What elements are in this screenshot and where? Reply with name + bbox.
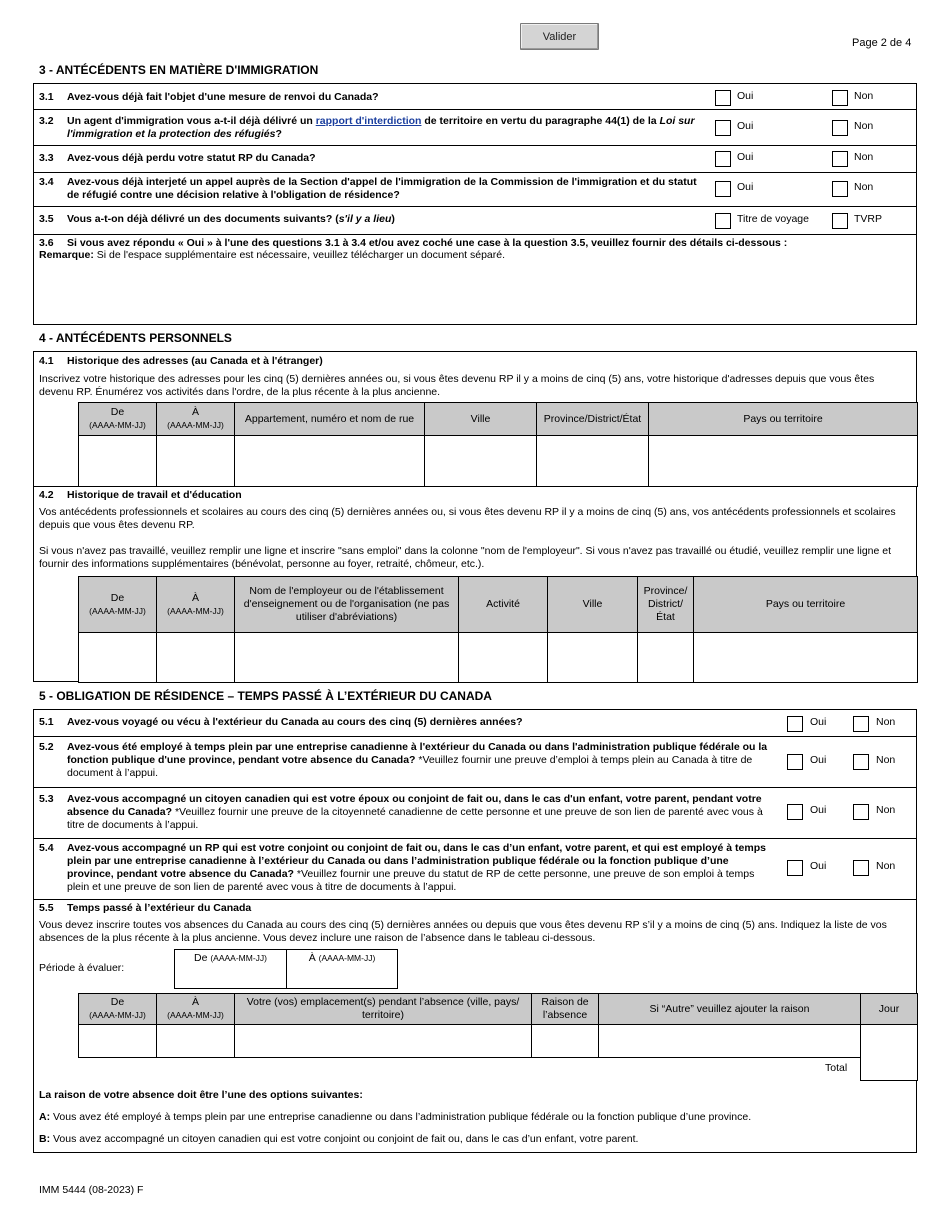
yes-label: Oui	[737, 90, 754, 102]
question-text: Un agent d'immigration vous a-t-il déjà délivré un rapport d'interdiction de territoire en vertu du paragraphe 44(1) de la Loi sur l'immigration et la protection des réfugiés?	[67, 115, 695, 140]
col-to: À (AAAA-MM-JJ)	[157, 994, 235, 1025]
question-text: Avez-vous accompagné un RP qui est votre conjoint ou conjoint de fait ou, dans le cas d’un enfant, votre parent, et qui est employé à temps plein par une entreprise canadienne à l’extérieur du Canada ou dans l’administration publique fédérale ou la fonction publique d’une province, pendant votre absence du Canada? *Veuillez fournir une preuve du statut de RP de cette personne, une preuve de son emploi à temps plein et une preuve de son lien de parenté avec vous à titre de documents à l’appui.	[67, 842, 766, 893]
table-row	[79, 436, 918, 487]
from-date-input[interactable]	[79, 1034, 156, 1048]
travel-document-checkbox[interactable]	[715, 213, 731, 229]
no-checkbox-5-2[interactable]	[853, 754, 869, 770]
form-id: IMM 5444 (08-2023) F	[39, 1184, 144, 1196]
col-other-reason: Si “Autre” veuillez ajouter la raison	[599, 994, 861, 1025]
table-row	[79, 1025, 918, 1058]
no-checkbox-5-3[interactable]	[853, 804, 869, 820]
reasons-title: La raison de votre absence doit être l’une des options suivantes:	[39, 1089, 363, 1101]
col-to: À (AAAA-MM-JJ)	[157, 577, 235, 633]
question-3-1	[33, 83, 917, 110]
col-province: Province/District/État	[537, 403, 649, 436]
col-from: De (AAAA-MM-JJ)	[79, 403, 157, 436]
period-label: Période à évaluer:	[39, 962, 125, 974]
reason-b: B: Vous avez accompagné un citoyen canadien qui est votre conjoint ou conjoint de fait ou, dans le cas d’un enfant, votre parent.	[39, 1133, 639, 1145]
col-city: Ville	[425, 403, 537, 436]
work-history-table	[78, 576, 918, 683]
location-input[interactable]	[235, 1034, 531, 1048]
yes-label: Oui	[810, 716, 827, 728]
interdiction-report-link[interactable]: rapport d'interdiction	[315, 115, 422, 127]
time-outside-desc: Vous devez inscrire toutes vos absences du Canada au cours des cinq (5) dernières années ou depuis que vous êtes devenu RP s’il y a moins de cinq (5) ans. Indiquez la liste de vos absences de la plus récente à la plus ancienne. Vous devez inclure une raison de l’absence dans le tableau ci-dessous.	[39, 919, 887, 944]
period-to-label: À (AAAA-MM-JJ)	[308, 952, 376, 964]
section-4-box	[33, 351, 917, 682]
province-input[interactable]	[537, 454, 648, 468]
col-country: Pays ou territoire	[694, 577, 918, 633]
col-reason: Raison de l’absence	[532, 994, 599, 1025]
absence-table	[78, 993, 918, 1058]
question-3-4	[33, 173, 917, 207]
yes-label: Oui	[737, 181, 754, 193]
tvrp-checkbox[interactable]	[832, 213, 848, 229]
country-input[interactable]	[694, 651, 917, 665]
activity-input[interactable]	[459, 651, 547, 665]
col-country: Pays ou territoire	[649, 403, 918, 436]
col-from: De (AAAA-MM-JJ)	[79, 577, 157, 633]
yes-checkbox-5-4[interactable]	[787, 860, 803, 876]
no-label: Non	[854, 120, 874, 132]
country-input[interactable]	[649, 454, 917, 468]
tvrp-label: TVRP	[854, 213, 883, 225]
from-date-input[interactable]	[79, 651, 156, 665]
to-date-input[interactable]	[157, 651, 234, 665]
province-input[interactable]	[638, 651, 693, 665]
time-outside-title: Temps passé à l’extérieur du Canada	[67, 902, 252, 914]
question-number: 4.2	[39, 489, 54, 501]
other-reason-input[interactable]	[599, 1034, 860, 1048]
work-history-desc-2: Si vous n'avez pas travaillé, veuillez remplir une ligne et inscrire "sans emploi" dans la colonne "nom de l'employeur". Si vous n'avez pas travaillé ou étudié, veuillez remplir une ligne et fournir des informations supplémentaires (bénévolat, personne au foyer, retraité, chômeur, etc.).	[39, 545, 892, 570]
question-number: 5.4	[39, 842, 54, 854]
address-history-table	[78, 402, 918, 487]
no-checkbox-5-1[interactable]	[853, 716, 869, 732]
address-row-gutter	[34, 402, 79, 487]
question-text: Vous a-t-on déjà délivré un des documents suivants? (s'il y a lieu)	[67, 213, 395, 225]
no-checkbox-3-1[interactable]	[832, 90, 848, 106]
question-3-6	[33, 235, 917, 325]
question-number: 3.2	[39, 115, 54, 127]
address-history-title: Historique des adresses (au Canada et à l'étranger)	[67, 355, 323, 367]
city-input[interactable]	[425, 454, 536, 468]
days-input[interactable]	[861, 1034, 917, 1048]
question-number: 3.3	[39, 152, 54, 164]
question-5-3	[33, 788, 917, 839]
yes-label: Oui	[810, 804, 827, 816]
no-checkbox-5-4[interactable]	[853, 860, 869, 876]
col-days: Jour	[861, 994, 918, 1025]
question-text: Avez-vous déjà perdu votre statut RP du Canada?	[67, 152, 316, 164]
question-5-2	[33, 737, 917, 788]
question-number: 5.3	[39, 793, 54, 805]
work-row-gutter	[78, 576, 79, 681]
yes-label: Oui	[737, 151, 754, 163]
col-activity: Activité	[459, 577, 548, 633]
no-checkbox-3-4[interactable]	[832, 181, 848, 197]
no-label: Non	[876, 860, 896, 872]
question-text: Avez-vous été employé à temps plein par une entreprise canadienne à l'extérieur du Canada ou dans l'administration publique fédérale ou la fonction publique d'une province, pendant votre absence du Canada? *Veuillez fournir une preuve d’emploi à temps plein au Canada à titre de document à l’appui.	[67, 741, 768, 779]
yes-checkbox-5-1[interactable]	[787, 716, 803, 732]
question-text: Si vous avez répondu « Oui » à l'une des questions 3.1 à 3.4 et/ou avez coché une case à la question 3.5, veuillez fournir des détails ci-dessous :	[67, 237, 788, 249]
question-5-5	[33, 900, 917, 1153]
question-number: 3.5	[39, 213, 54, 225]
no-label: Non	[876, 804, 896, 816]
period-to-field[interactable]	[287, 950, 397, 988]
question-text: Avez-vous déjà interjeté un appel auprès de la Section d'appel de l'immigration de la Commission de l'immigration et du statut de réfugié contre une décision relative à l'obligation de résidence?	[67, 176, 697, 201]
reason-a: A: Vous avez été employé à temps plein par une entreprise canadienne ou dans l’administration publique fédérale ou la fonction publique d’une province.	[39, 1111, 752, 1123]
col-to: À (AAAA-MM-JJ)	[157, 403, 235, 436]
question-text: Avez-vous déjà fait l'objet d'une mesure de renvoi du Canada?	[67, 91, 379, 103]
col-from: De (AAAA-MM-JJ)	[79, 994, 157, 1025]
no-label: Non	[854, 90, 874, 102]
yes-checkbox-5-3[interactable]	[787, 804, 803, 820]
question-3-2	[33, 110, 917, 146]
total-field[interactable]	[860, 1056, 918, 1081]
no-checkbox-3-2[interactable]	[832, 120, 848, 136]
question-number: 3.4	[39, 176, 54, 188]
question-number: 3.6	[39, 237, 54, 249]
question-text: Avez-vous accompagné un citoyen canadien qui est votre époux ou conjoint de fait ou, dans le cas d'un enfant, votre parent, pendant votre absence du Canada? *Veuillez fournir une preuve de la citoyenneté canadienne de cette personne et une preuve de son lien de parenté avec vous à titre de documents à l’appui.	[67, 793, 763, 831]
yes-checkbox-3-1[interactable]	[715, 90, 731, 106]
reason-input[interactable]	[532, 1034, 598, 1048]
remark: Remarque: Si de l'espace supplémentaire est nécessaire, veuillez télécharger un document séparé.	[39, 249, 506, 261]
question-text: Avez-vous voyagé ou vécu à l'extérieur du Canada au cours des cinq (5) dernières années?	[67, 716, 523, 728]
question-number: 5.2	[39, 741, 54, 753]
section-3-title: 3 - ANTÉCÉDENTS EN MATIÈRE D'IMMIGRATION	[39, 63, 319, 77]
question-3-5	[33, 207, 917, 235]
street-input[interactable]	[235, 454, 424, 468]
work-history-desc-1: Vos antécédents professionnels et scolaires au cours des cinq (5) dernières années ou, si vous êtes devenu RP il y a moins de cinq (5) ans, vos antécédents professionnels et scolaires depuis que vous êtes devenu RP.	[39, 506, 896, 531]
no-label: Non	[876, 754, 896, 766]
section-5-title: 5 - OBLIGATION DE RÉSIDENCE – TEMPS PASSÉ À L’EXTÉRIEUR DU CANADA	[39, 689, 492, 703]
question-number: 4.1	[39, 355, 54, 367]
question-number: 5.1	[39, 716, 54, 728]
col-employer: Nom de l'employeur ou de l'établissement d'enseignement ou de l'organisation (ne pas utiliser d'abréviations)	[235, 577, 459, 633]
col-province: Province/ District/ État	[638, 577, 694, 633]
total-label: Total	[825, 1062, 848, 1074]
page-number: Page 2 de 4	[852, 37, 912, 49]
yes-checkbox-5-2[interactable]	[787, 754, 803, 770]
travel-document-label: Titre de voyage	[737, 213, 809, 225]
yes-checkbox-3-4[interactable]	[715, 181, 731, 197]
yes-label: Oui	[737, 120, 754, 132]
to-date-input[interactable]	[157, 1034, 234, 1048]
question-3-3	[33, 146, 917, 173]
col-street: Appartement, numéro et nom de rue	[235, 403, 425, 436]
no-label: Non	[876, 716, 896, 728]
no-label: Non	[854, 181, 874, 193]
period-box	[174, 949, 398, 989]
col-location: Votre (vos) emplacement(s) pendant l’absence (ville, pays/ territoire)	[235, 994, 532, 1025]
yes-checkbox-3-3[interactable]	[715, 151, 731, 167]
validate-button[interactable]: Valider	[520, 23, 599, 50]
question-5-1	[33, 709, 917, 737]
no-checkbox-3-3[interactable]	[832, 151, 848, 167]
yes-label: Oui	[810, 860, 827, 872]
employer-input[interactable]	[235, 651, 458, 665]
no-label: Non	[854, 151, 874, 163]
section-4-title: 4 - ANTÉCÉDENTS PERSONNELS	[39, 331, 232, 345]
city-input[interactable]	[548, 651, 637, 665]
period-from-label: De (AAAA-MM-JJ)	[193, 952, 268, 964]
address-history-desc: Inscrivez votre historique des adresses pour les cinq (5) dernières années ou, si vous êtes devenu RP il y a moins de cinq (5) ans, votre historique d'adresses depuis que vous êtes devenu RP. Énumérez vos activités dans l'ordre, de la plus récente à la plus ancienne.	[39, 373, 875, 398]
question-number: 5.5	[39, 902, 54, 914]
col-city: Ville	[548, 577, 638, 633]
details-textarea[interactable]	[39, 265, 911, 321]
work-history-title: Historique de travail et d'éducation	[67, 489, 242, 501]
yes-checkbox-3-2[interactable]	[715, 120, 731, 136]
to-date-input[interactable]	[157, 454, 234, 468]
question-5-4	[33, 839, 917, 900]
table-row	[79, 633, 918, 683]
period-from-field[interactable]	[175, 950, 287, 988]
question-number: 3.1	[39, 91, 54, 103]
from-date-input[interactable]	[79, 454, 156, 468]
yes-label: Oui	[810, 754, 827, 766]
